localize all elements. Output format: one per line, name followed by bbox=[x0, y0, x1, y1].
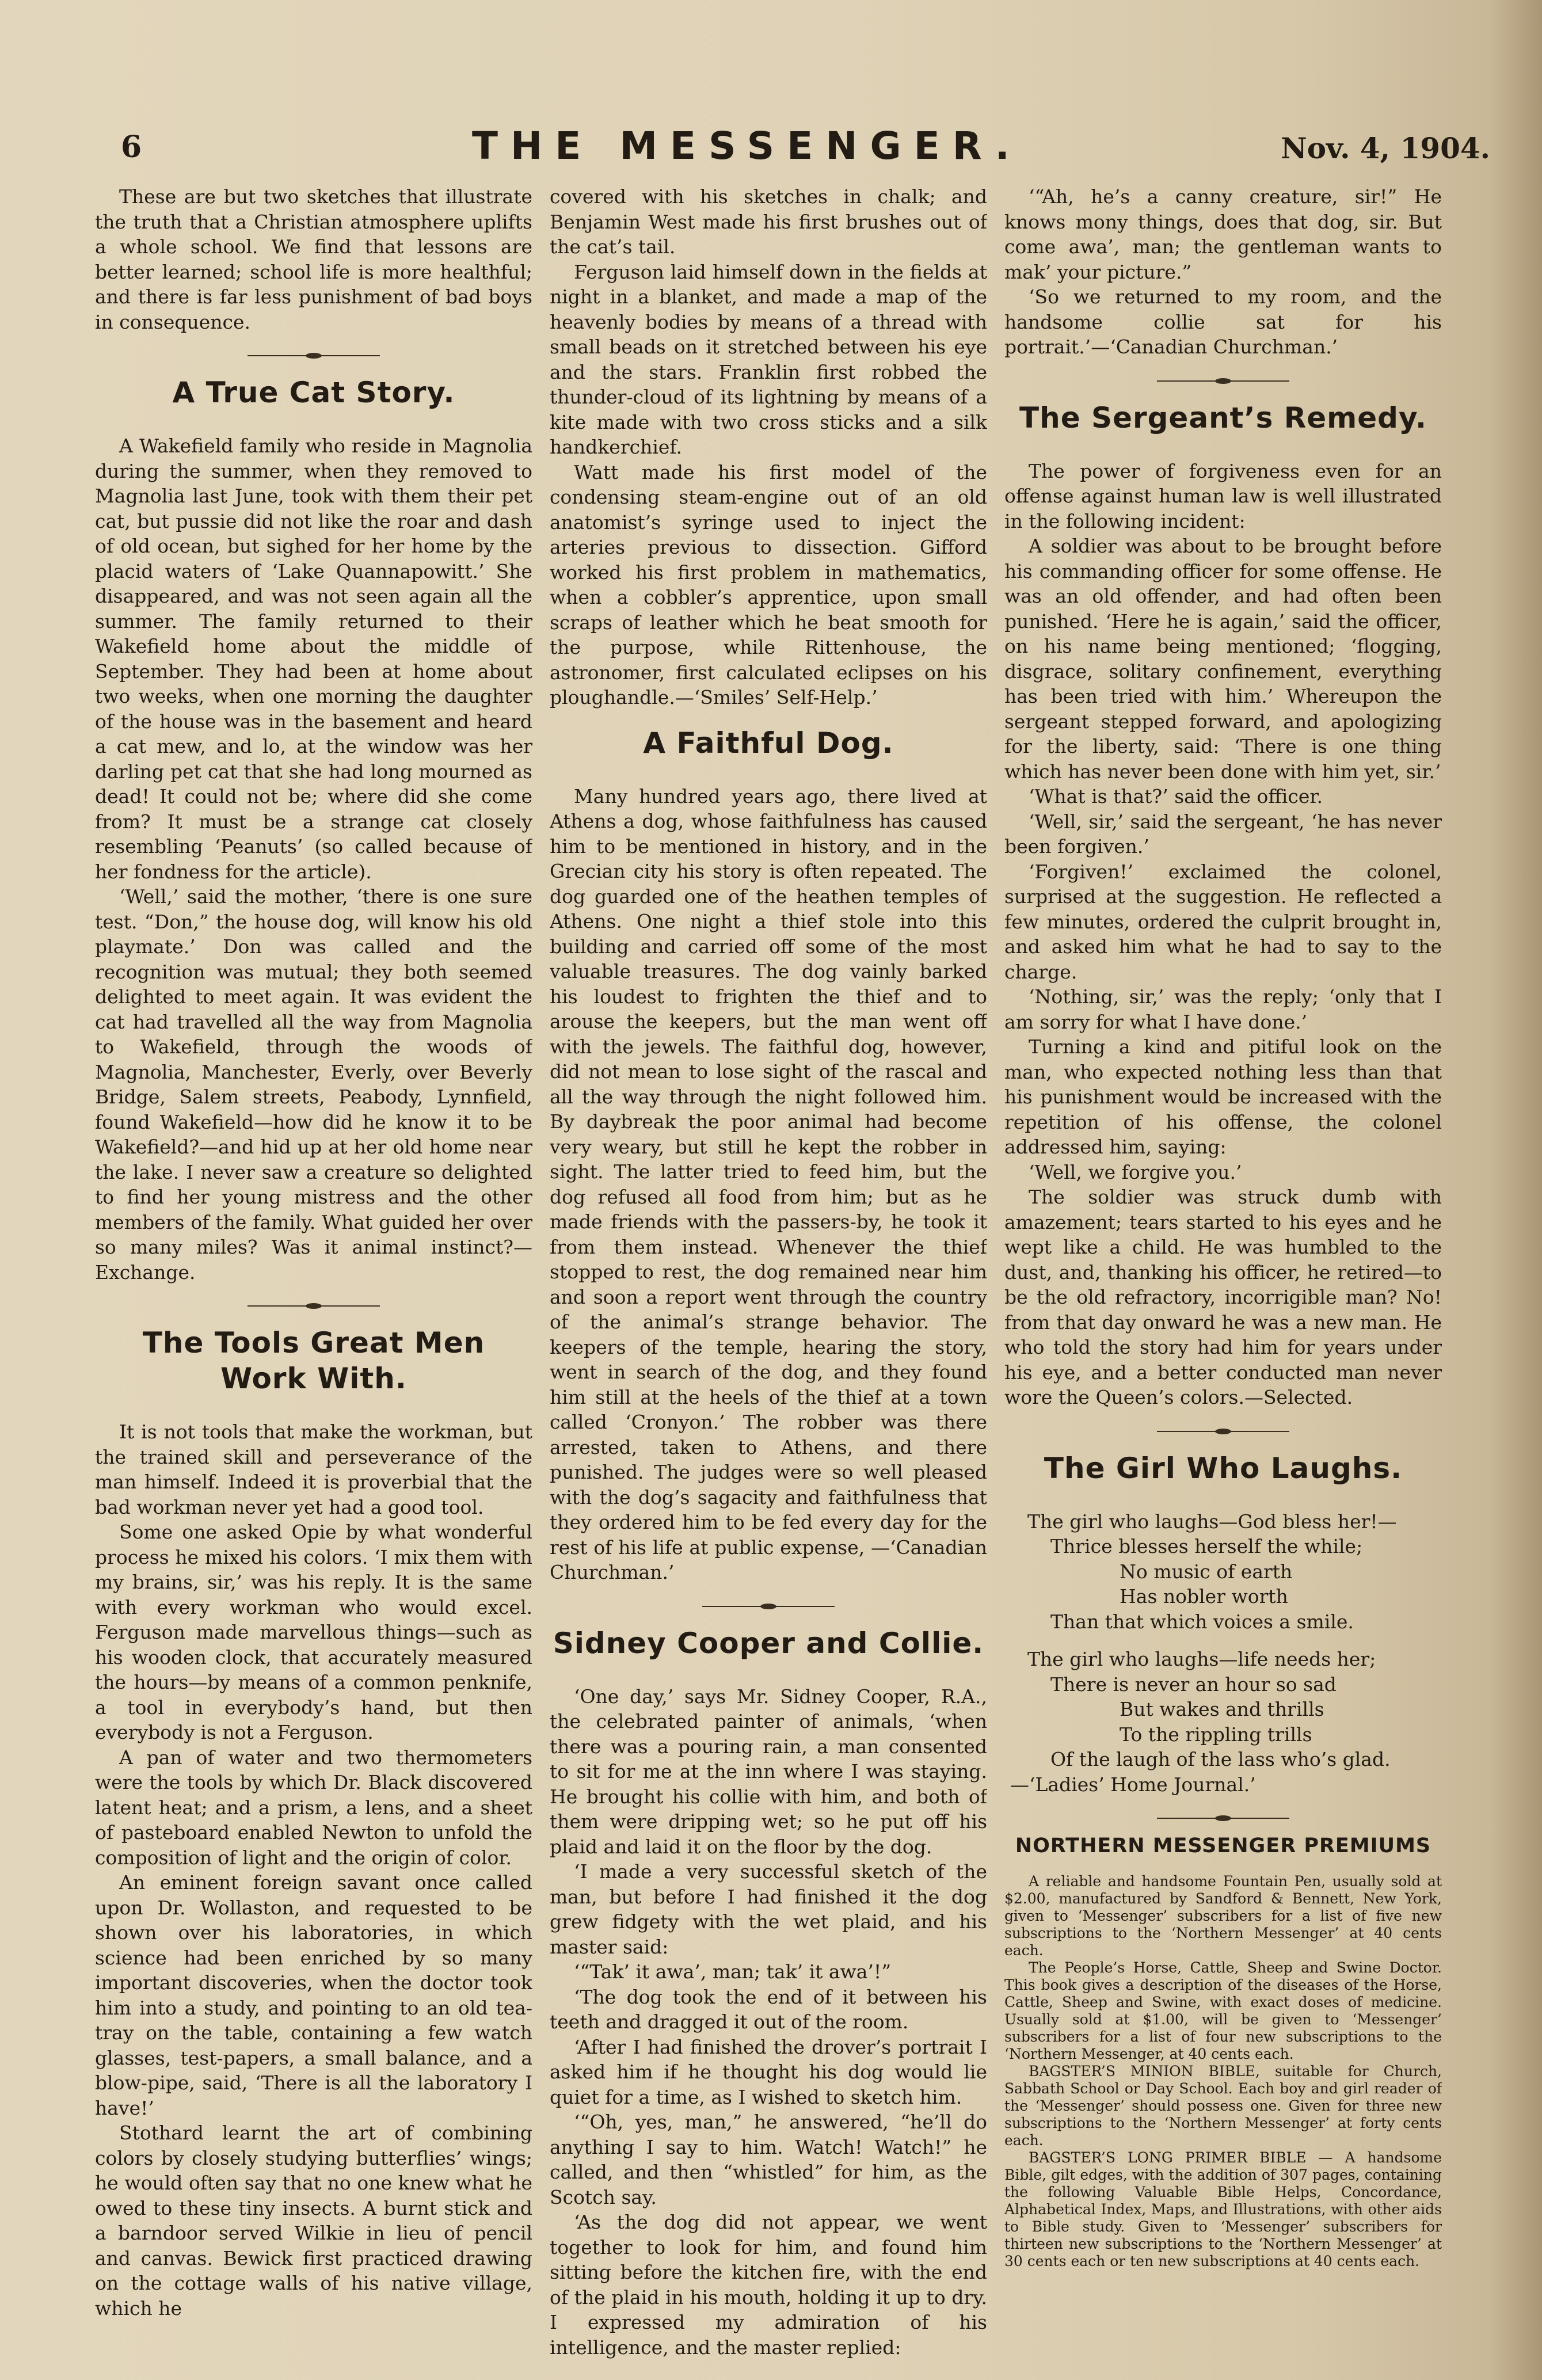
page-header bbox=[0, 0, 1542, 173]
article-paragraph: ‘After I had finished the drover’s portrait I asked him if he thought his dog would lie quiet for a time, as I wished to sketch him. bbox=[550, 2035, 987, 2108]
article-paragraph: ‘Nothing, sir,’ was the reply; ‘only that I am sorry for what I have done.’ bbox=[1004, 985, 1442, 1033]
page-number: 6 bbox=[121, 130, 142, 165]
article-paragraph: ‘“Ah, he’s a canny creature, sir!” He knows mony things, does that dog, sir. But come awa’, man; the gentleman wants to mak’ your picture.” bbox=[1004, 185, 1442, 283]
poem-line: The girl who laughs—God bless her!— bbox=[1027, 1510, 1397, 1533]
poem-stanza-break bbox=[1004, 1634, 1442, 1647]
poem-line: The girl who laughs—life needs her; bbox=[1027, 1648, 1376, 1670]
article-paragraph: An eminent foreign savant once called upon Dr. Wollaston, and requested to be shown over his laboratories, in which science had been enriched by so many important discoveries, when the doctor took him into a study, and pointing to an old tea-tray on the table, containing a few watch glasses, test-papers, a small balance, and a blow-pipe, said, ‘There is all the laboratory I have!’ bbox=[95, 1871, 532, 2119]
premiums-section bbox=[1004, 1834, 1442, 2270]
poem-line: But wakes and thrills bbox=[1120, 1698, 1324, 1720]
article-paragraph: Stothard learnt the art of combining colors by closely studying butterflies’ wings; he would often say that no one knew what he owed to these tiny insects. A burnt stick and a barndoor served Wilkie in lieu of pencil and canvas. Bewick first practiced drawing on the cottage walls of his native village, which he bbox=[95, 2122, 532, 2320]
premium-item: BAGSTER’S LONG PRIMER BIBLE — A handsome Bible, gilt edges, with the addition of 307 pages, containing the following Valuable Bible Helps, Concordance, Alphabetical Index, Maps, and Illustrations, with other aids to Bible study. Given to ‘Messenger’ subscribers for thirteen new subscriptions to the ‘Northern Messenger’ at 30 cents each or ten new subscriptions at 40 cents each. bbox=[1004, 2149, 1442, 2269]
section-divider bbox=[1157, 377, 1289, 385]
section-divider bbox=[248, 1302, 380, 1310]
column-3 bbox=[1004, 184, 1442, 2360]
article-paragraph: ‘Well, sir,’ said the sergeant, ‘he has never been forgiven.’ bbox=[1004, 810, 1442, 858]
article-paragraph: ‘What is that?’ said the officer. bbox=[1029, 785, 1323, 808]
article-sidney-cooper bbox=[550, 1625, 987, 2360]
article-paragraph: Many hundred years ago, there lived at Athens a dog, whose faithfulness has caused him to be mentioned in history, and in the Grecian city his story is often repeated. The dog guarded one of the heathen temples of Athens. One night a thief stole into this building and carried off some of the most valuable treasures. The dog vainly barked his loudest to frighten the thief and to arouse the keepers, but the man went off with the jewels. The faithful dog, however, did not mean to lose sight of the rascal and all the way through the night followed him. By daybreak the poor animal had become very weary, but still he kept the robber in sight. The latter tried to feed him, but the dog refused all food from him; but as he made friends with the passers-by, he took it from them instead. Whenever the thief stopped to rest, the dog remained near him and soon a report went through the country of the animal’s strange behavior. The keepers of the temple, hearing the story, went in search of the dog, and they found him still at the heels of the thief at a town called ‘Cronyon.’ The robber was there arrested, taken to Athens, and there punished. The judges were so well pleased with the dog’s sagacity and faithfulness that they ordered him to be fed every day for the rest of his life at public expense, —‘Canadian Churchman.’ bbox=[550, 785, 987, 1583]
poem-line: No music of earth bbox=[1120, 1560, 1293, 1583]
article-paragraph: ‘Forgiven!’ exclaimed the colonel, surprised at the suggestion. He reflected a few minutes, ordered the culprit brought in, and asked him what he had to say to the charge. bbox=[1004, 860, 1442, 983]
poem-line: Thrice blesses herself the while; bbox=[1050, 1535, 1363, 1558]
article-tools-continued bbox=[550, 184, 987, 710]
article-paragraph: ‘“Oh, yes, man,” he answered, “he’ll do anything I say to him. Watch! Watch!” he called, and then “whistled” for him, as the Scotch say. bbox=[550, 2111, 987, 2208]
premium-item: A reliable and handsome Fountain Pen, usually sold at $2.00, manufactured by Sandford & Bennett, New York, given to ‘Messenger’ subscribers for a list of five new subscriptions to the ‘Northern Messenger’ at 40 cents each. bbox=[1004, 1872, 1442, 1959]
intro-paragraph: These are but two sketches that illustrate the truth that a Christian atmosphere uplifts a whole school. We find that lessons are better learned; school life is more healthful; and there is far less punishment of bad boys in consequence. bbox=[95, 185, 532, 333]
article-paragraph: Turning a kind and pitiful look on the man, who expected nothing less than that his punishment would be increased with the repetition of his offense, the colonel addressed him, saying: bbox=[1004, 1035, 1442, 1158]
poem bbox=[1004, 1509, 1442, 1798]
poem-line: Has nobler worth bbox=[1120, 1585, 1288, 1608]
article-paragraph: ‘So we returned to my room, and the handsome collie sat for his portrait.’—‘Canadian Churchman.’ bbox=[1004, 285, 1442, 358]
article-sergeants-remedy bbox=[1004, 400, 1442, 1410]
article-title: Sidney Cooper and Collie. bbox=[553, 1626, 984, 1660]
article-paragraph: ‘One day,’ says Mr. Sidney Cooper, R.A., the celebrated painter of animals, ‘when there was a pouring rain, a man consented to sit for me at the inn where I was staying. He brought his collie with him, and both of them were dripping wet; so he put off his plaid and laid it on the floor by the dog. bbox=[550, 1685, 987, 1858]
article-paragraph: Watt made his first model of the condensing steam-engine out of an old anatomist’s syringe used to inject the arteries previous to dissection. Gifford worked his first problem in mathematics, when a cobbler’s apprentice, upon small scraps of leather which he beat smooth for the purpose, while Rittenhouse, the astronomer, first calculated eclipses on his ploughandle.—‘Smiles’ Self-Help.’ bbox=[550, 460, 987, 709]
poem-line: There is never an hour so sad bbox=[1050, 1673, 1337, 1696]
article-paragraph: Ferguson laid himself down in the fields at night in a blanket, and made a map of the heavenly bodies by means of a thread with small beads on it stretched between his eye and the stars. Franklin first robbed the thunder-cloud of its lightning by means of a kite made with two cross sticks and a silk handkerchief. bbox=[550, 260, 987, 458]
article-paragraph: ‘Well, we forgive you.’ bbox=[1029, 1160, 1242, 1183]
article-title: The Girl Who Laughs. bbox=[1044, 1451, 1403, 1485]
issue-date: Nov. 4, 1904. bbox=[1281, 131, 1491, 165]
poem-line: To the rippling trills bbox=[1120, 1723, 1312, 1746]
article-girl-who-laughs bbox=[1004, 1450, 1442, 1798]
article-paragraph: ‘The dog took the end of it between his teeth and dragged it out of the room. bbox=[550, 1985, 987, 2033]
article-paragraph: ‘Well,’ said the mother, ‘there is one sure test. “Don,” the house dog, will know his old playmate.’ Don was called and the recognition was mutual; they both seemed delighted to meet again. It was evident the cat had travelled all the way from Magnolia to Wakefield, through the woods of Magnolia, Manchester, Everly, over Beverly Bridge, Salem streets, Peabody, Lynnfield, found Wakefield—how did he know it to be Wakefield?—and hid up at her old home near the lake. I never saw a creature so delighted to find her young mistress and the other members of the family. What guided her over so many miles? Was it animal instinct?—Exchange. bbox=[95, 885, 532, 1284]
article-paragraph: It is not tools that make the workman, but the trained skill and perseverance of the man himself. Indeed it is proverbial that the bad workman never yet had a good tool. bbox=[95, 1421, 532, 1518]
article-paragraph: A soldier was about to be brought before his commanding officer for some offense. He was an old offender, and had often been punished. ‘Here he is again,’ said the officer, on his name being mentioned; ‘flogging, disgrace, solitary confinement, everything has been tried with him.’ Whereupon the sergeant stepped forward, and apologizing for the liberty, said: ‘There is one thing which has never been done with him yet, sir.’ bbox=[1004, 535, 1442, 783]
article-tools-great-men bbox=[95, 1325, 532, 2321]
poem-line: Of the laugh of the lass who’s glad. bbox=[1050, 1748, 1391, 1770]
article-title: A Faithful Dog. bbox=[643, 726, 894, 760]
poem-line: Than that which voices a smile. bbox=[1050, 1610, 1354, 1633]
column-1 bbox=[95, 184, 532, 2360]
article-paragraph: ‘I made a very successful sketch of the man, but before I had finished it the dog grew fidgety with the wet plaid, and his master said: bbox=[550, 1860, 987, 1958]
article-paragraph: ‘“Tak’ it awa’, man; tak’ it awa’!” bbox=[574, 1960, 892, 1983]
premium-item: BAGSTER’S MINION BIBLE, suitable for Church, Sabbath School or Day School. Each boy and girl reader of the ‘Messenger’ should possess one. Given for three new subscriptions to the ‘Northern Messenger’ at forty cents each. bbox=[1004, 2062, 1442, 2149]
article-title: The Tools Great Men Work With. bbox=[142, 1326, 485, 1395]
article-paragraph: The power of forgiveness even for an offense against human law is well illustrated in the following incident: bbox=[1004, 459, 1442, 532]
poem-attribution: —‘Ladies’ Home Journal.’ bbox=[1010, 1773, 1256, 1796]
article-paragraph: A Wakefield family who reside in Magnolia during the summer, when they removed to Magnolia last June, took with them their pet cat, but pussie did not like the roar and dash of old ocean, but sighed for her home by the placid waters of ‘Lake Quannapowitt.’ She disappeared, and was not seen again all the summer. The family returned to their Wakefield home about the middle of September. They had been at home about two weeks, when one morning the daughter of the house was in the basement and heard a cat mew, and lo, at the window was her darling pet cat that she had long mourned as dead! It could not be; where did she come from? It must be a strange cat closely resembling ‘Peanuts’ (so called because of her fondness for the article). bbox=[95, 435, 532, 883]
section-divider bbox=[702, 1602, 835, 1610]
article-paragraph: ‘As the dog did not appear, we went together to look for him, and found him sitting before the kitchen fire, with the end of the plaid in his mouth, holding it up to dry. I expressed my admiration of his intelligence, and the master replied: bbox=[550, 2211, 987, 2359]
section-divider bbox=[248, 352, 380, 360]
article-faithful-dog bbox=[550, 725, 987, 1585]
article-paragraph: A pan of water and two thermometers were the tools by which Dr. Black discovered latent heat; and a prism, a lens, and a sheet of pasteboard enabled Newton to unfold the composition of light and the origin of color. bbox=[95, 1746, 532, 1869]
article-intro bbox=[95, 184, 532, 334]
article-title: The Sergeant’s Remedy. bbox=[1019, 401, 1427, 435]
column-2 bbox=[550, 184, 987, 2360]
section-divider bbox=[1157, 1814, 1289, 1822]
page-spine-shadow bbox=[1490, 0, 1542, 2380]
article-paragraph: The soldier was struck dumb with amazement; tears started to his eyes and he wept like a child. He was humbled to the dust, and, thanking his officer, he retired—to be the old refractory, incorrigible man? No! from that day onward he was a new man. He who told the story had him for years under his eye, and a better conducted man never wore the Queen’s colors.—Selected. bbox=[1004, 1186, 1442, 1408]
section-divider bbox=[1157, 1427, 1289, 1435]
article-paragraph: covered with his sketches in chalk; and Benjamin West made his first brushes out of the cat’s tail. bbox=[550, 185, 987, 258]
premiums-title: NORTHERN MESSENGER PREMIUMS bbox=[1015, 1834, 1431, 1857]
article-sidney-cooper-continued bbox=[1004, 184, 1442, 360]
article-paragraph: Some one asked Opie by what wonderful process he mixed his colors. ‘I mix them with my brains, sir,’ was his reply. It is the same with every workman who would excel. Ferguson made marvellous things—such as his wooden clock, that accurately measured the hours—by means of a common penknife, a tool in everybody’s hand, but then everybody is not a Ferguson. bbox=[95, 1521, 532, 1743]
masthead: THE MESSENGER. bbox=[472, 124, 1022, 168]
article-true-cat-story bbox=[95, 375, 532, 1285]
premium-item: The People’s Horse, Cattle, Sheep and Swine Doctor. This book gives a description of the diseases of the Horse, Cattle, Sheep and Swine, with exact doses of medicine. Usually sold at $1.00, will be given to ‘Messenger’ subscribers for a list of four new subscriptions to the ‘Northern Messenger, at 40 cents each. bbox=[1004, 1959, 1442, 2062]
article-title: A True Cat Story. bbox=[172, 376, 455, 409]
